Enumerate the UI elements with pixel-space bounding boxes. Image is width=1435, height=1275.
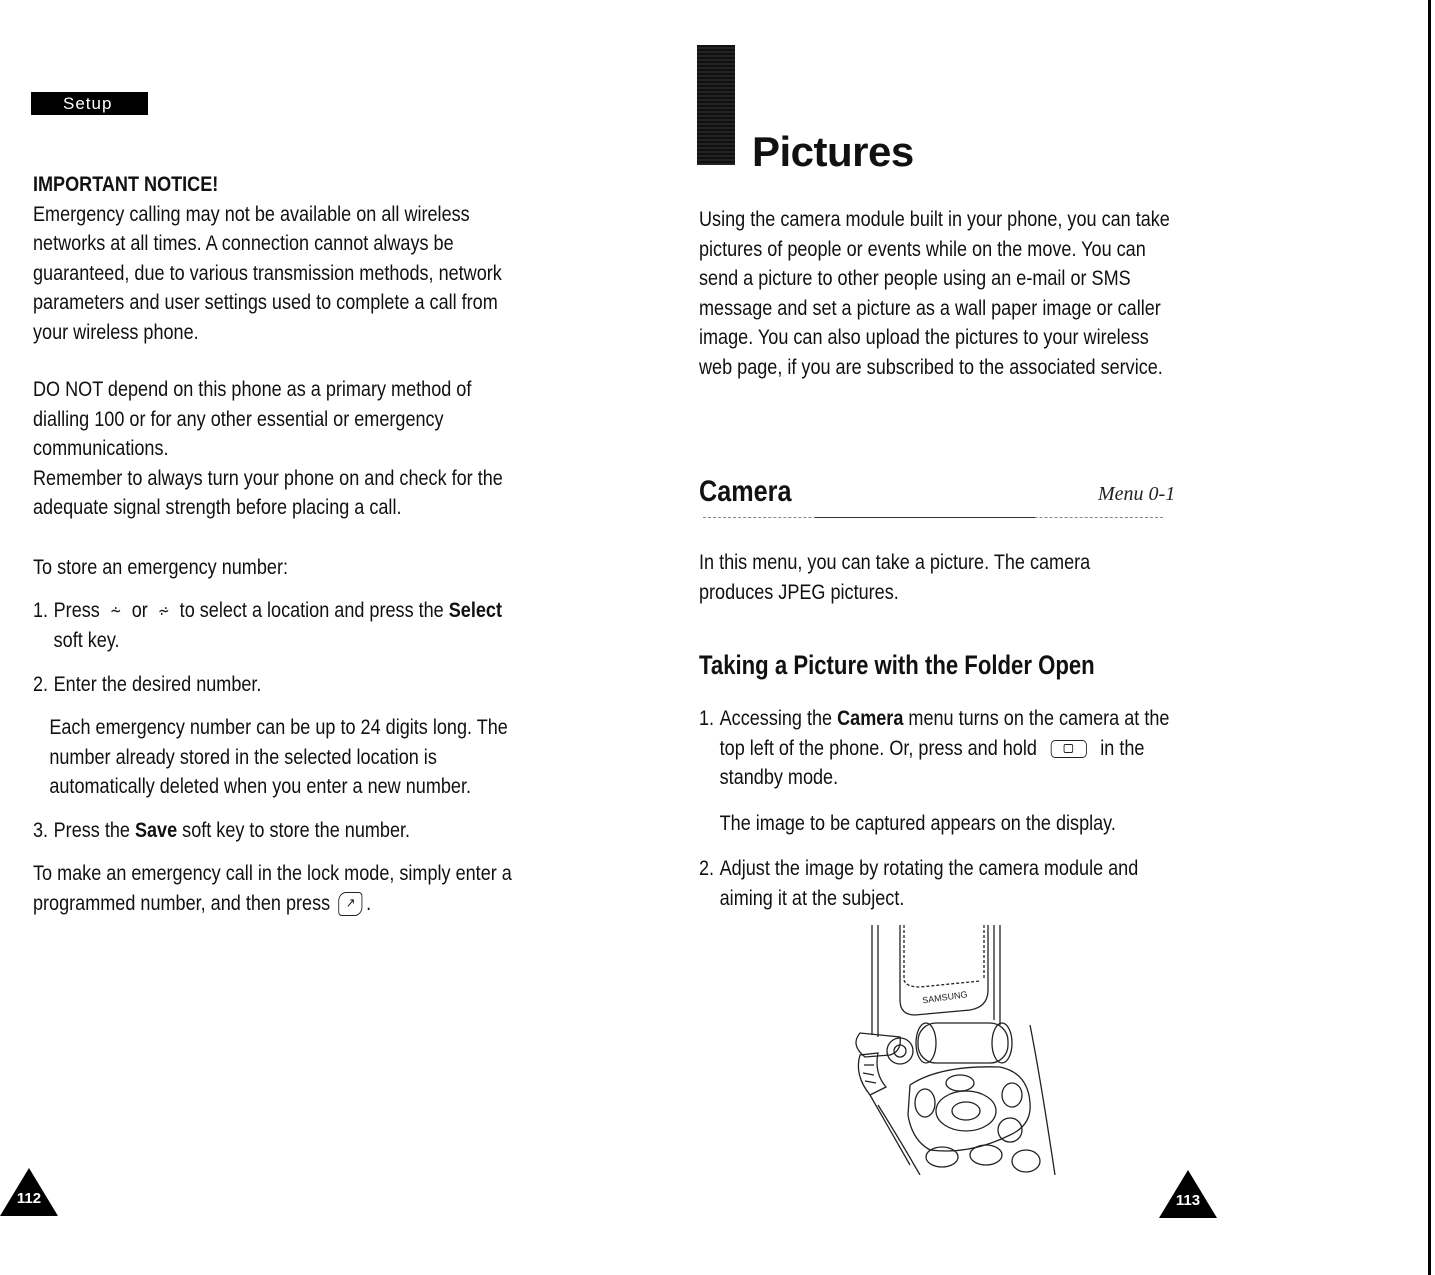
section-title: Camera [699,475,792,508]
notice-body: Emergency calling may not be available on all wireless networks at all times. A connection cannot always be guaranteed, due to various transmission methods, network parameters and user settings used to complete a call from your wireless phone. [33,202,502,344]
lock-mode-end: . [366,891,372,915]
camera-key-icon [1051,740,1087,758]
step-3-post: soft key to store the number. [182,818,411,842]
right-step-2-text: Adjust the image by rotating the camera module and aiming it at the subject. [719,857,1139,910]
right-steps [699,704,1189,913]
lock-mode-text [33,859,515,918]
page-spine [1428,0,1431,1275]
save-soft-key-label: Save [134,818,178,842]
page-number-left: 112 [16,1190,42,1207]
step-1 [33,596,532,656]
step-number: 3. [33,818,49,842]
step-1-or: or [131,599,148,622]
step-2 [33,670,532,700]
camera-menu-label: Camera [837,707,904,730]
step-number: 1. [699,707,715,730]
page-number-right: 113 [1175,1192,1201,1209]
step-3 [33,816,532,846]
up-navigation-key-icon: ⩪ [109,602,122,620]
step-1-pre: Press [53,599,100,622]
send-key-icon: ↗ [339,892,363,916]
step-number: 1. [33,599,49,622]
camera-description [699,548,1189,607]
phone-illustration [830,925,1060,1175]
store-intro: To store an emergency number: [33,555,288,579]
left-page-content [33,170,532,918]
lock-mode-body: To make an emergency call in the lock mode, simply enter a programmed number, and then press [33,862,512,915]
chapter-title: Pictures [752,128,914,175]
right-step-2 [699,854,1189,913]
right-step-1 [699,704,1189,793]
warning-body: DO NOT depend on this phone as a primary method of dialling 100 or for any other essential or emergency communications. [33,378,472,460]
section-rule-solid [815,517,1035,518]
notice-title: IMPORTANT NOTICE! [33,173,219,196]
select-soft-key-label: Select [448,599,502,622]
camera-body: In this menu, you can take a picture. The camera produces JPEG pictures. [699,551,1091,604]
menu-reference: Menu 0-1 [1098,483,1176,505]
section-tab-label: Setup [31,92,148,115]
right-step-1-note: The image to be captured appears on the display. [719,811,1116,835]
right-step-1-end: in the standby mode. [719,736,1145,789]
right-step-1-post: menu turns on the camera at the top left of the phone. Or, press and hold [719,707,1170,760]
subsection-title: Taking a Picture with the Folder Open [699,650,1095,680]
step-1-post: to select a location and press the [179,599,444,622]
step-1-end: soft key. [53,629,120,653]
phone-brand-text: SAMSUNG [921,989,969,1006]
chapter-marker-bar [697,45,735,165]
right-step-1-pre: Accessing the [719,707,833,730]
right-page-intro [699,205,1189,382]
step-number: 2. [699,857,715,880]
step-2-note: Each emergency number can be up to 24 digits long. The number already stored in the selected location is automatically deleted when you enter a new number. [49,716,508,799]
step-2-text: Enter the desired number. [53,672,262,696]
step-number: 2. [33,672,49,696]
chapter-intro: Using the camera module built in your phone, you can take pictures of people or events while on the move. You can send a picture to other people using an e-mail or SMS message and set a picture as a wall paper image or caller image. You can also upload the pictures to your wireless web page, if you are subscribed to the associated service. [699,208,1170,379]
down-navigation-key-icon: ⩫ [157,602,170,620]
reminder-body: Remember to always turn your phone on and check for the adequate signal strength before placing a call. [33,466,503,519]
step-3-pre: Press the [53,818,130,842]
